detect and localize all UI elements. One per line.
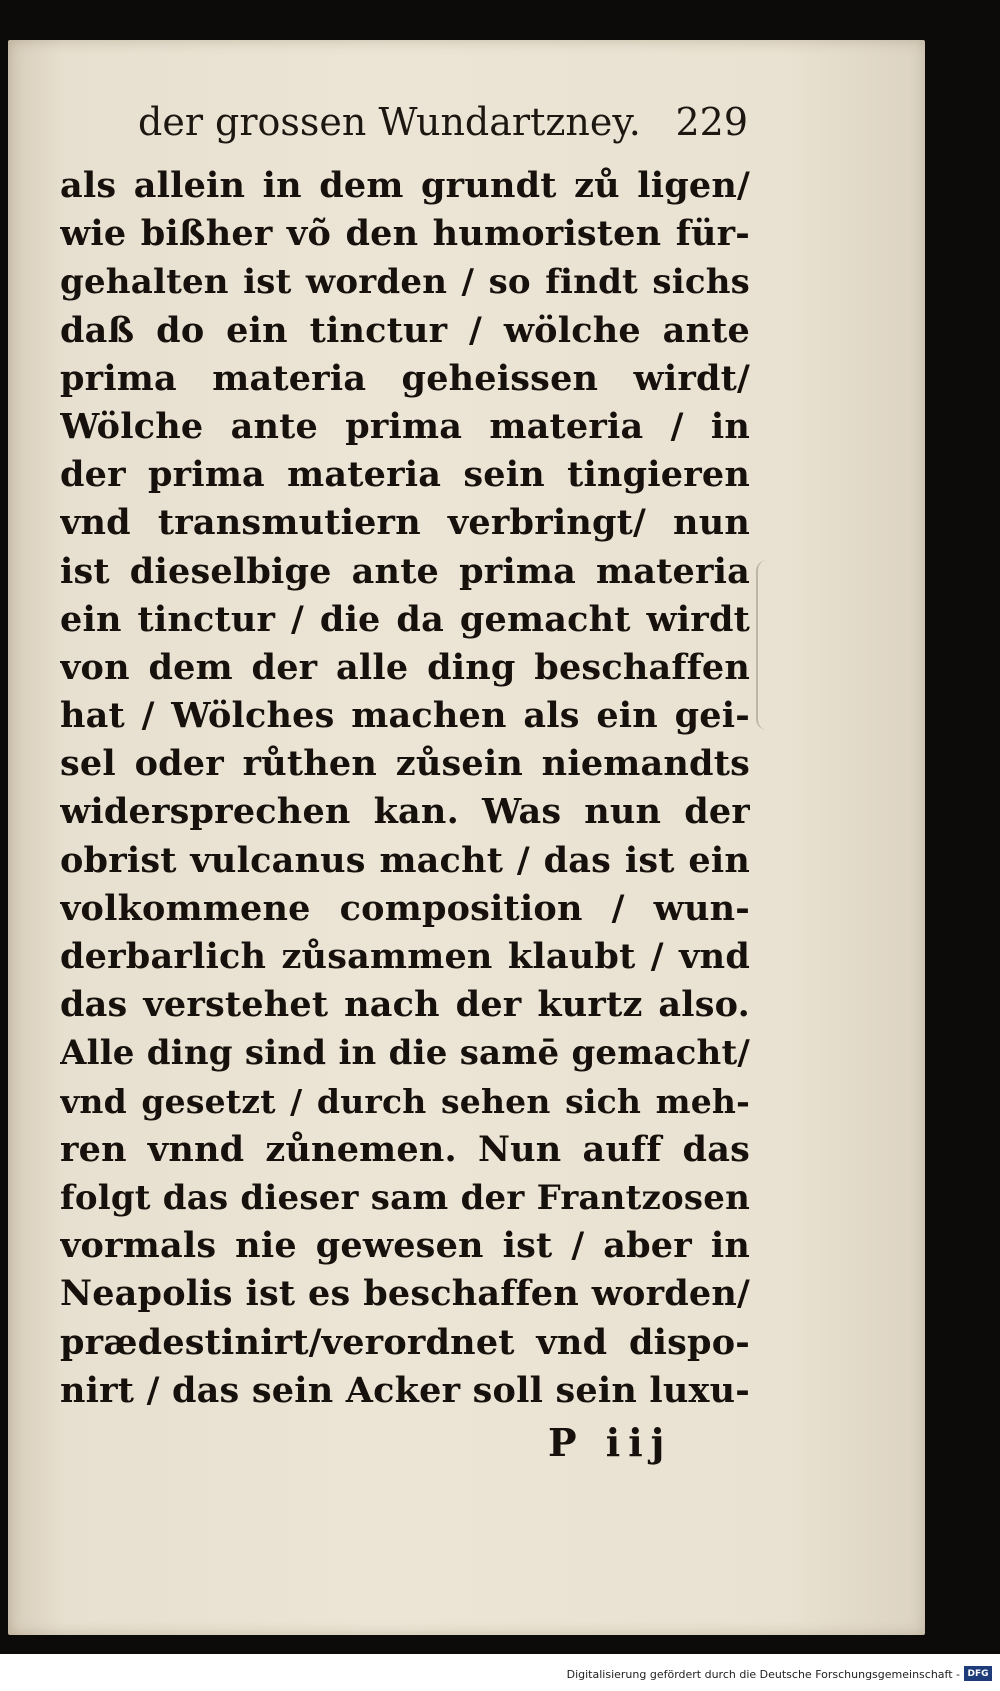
- dfg-logo: DFG: [964, 1666, 992, 1681]
- footer-credit: Digitalisierung gefördert durch die Deutsche Forschungsgemeinschaft -: [566, 1668, 960, 1681]
- page-number: 229: [675, 100, 748, 144]
- text-line: der prima materia sein tingieren: [60, 454, 750, 496]
- text-line: gehalten ist worden / so findt sichs: [60, 262, 750, 303]
- text-line: ist dieselbige ante prima materia: [60, 550, 750, 592]
- text-line: hat / Wölches machen als ein gei-: [60, 695, 750, 737]
- text-line: prima materia geheissen wirdt/: [60, 357, 750, 399]
- text-line: Neapolis ist es beschaffen worden/: [60, 1273, 750, 1315]
- text-line: prædestinirt/verordnet vnd dispo-: [60, 1321, 750, 1363]
- text-line: folgt das dieser sam der Frantzosen: [60, 1177, 750, 1218]
- text-line: vormals nie gewesen ist / aber in: [60, 1225, 750, 1267]
- text-line: widersprechen kan. Was nun der: [60, 791, 750, 833]
- text-line: obrist vulcanus macht / das ist ein: [60, 839, 750, 881]
- text-line: ein tinctur / die da gemacht wirdt: [60, 598, 750, 640]
- text-line: derbarlich zůsammen klaubt / vnd: [60, 936, 750, 977]
- text-line: von dem der alle ding beschaffen: [60, 646, 750, 688]
- text-line: wie bißher võ den humoristen für-: [60, 213, 750, 255]
- text-line: ren vnnd zůnemen. Nun auff das: [60, 1128, 750, 1170]
- text-line: nirt / das sein Acker soll sein luxu-: [60, 1369, 750, 1411]
- text-line: sel oder růthen zůsein niemandts: [60, 743, 750, 785]
- text-line: daß do ein tinctur / wölche ante: [60, 309, 750, 351]
- text-line: Alle ding sind in die samē gemacht/: [60, 1033, 750, 1074]
- book-page: [8, 40, 925, 1635]
- running-head: [138, 92, 748, 152]
- body-text: [60, 162, 750, 1415]
- running-head-title: der grossen Wundartzney.: [138, 100, 641, 144]
- text-line: vnd gesetzt / durch sehen sich meh-: [60, 1081, 750, 1121]
- text-line: das verstehet nach der kurtz also.: [60, 984, 750, 1026]
- text-line: als allein in dem grundt zů ligen/: [60, 165, 750, 206]
- text-line: vnd transmutiern verbringt/ nun: [60, 502, 750, 544]
- text-line: volkommene composition / wun-: [60, 887, 750, 929]
- pencil-mark: [756, 560, 778, 730]
- text-line: Wölche ante prima materia / in: [60, 405, 750, 447]
- signature-mark: P iij: [548, 1420, 673, 1465]
